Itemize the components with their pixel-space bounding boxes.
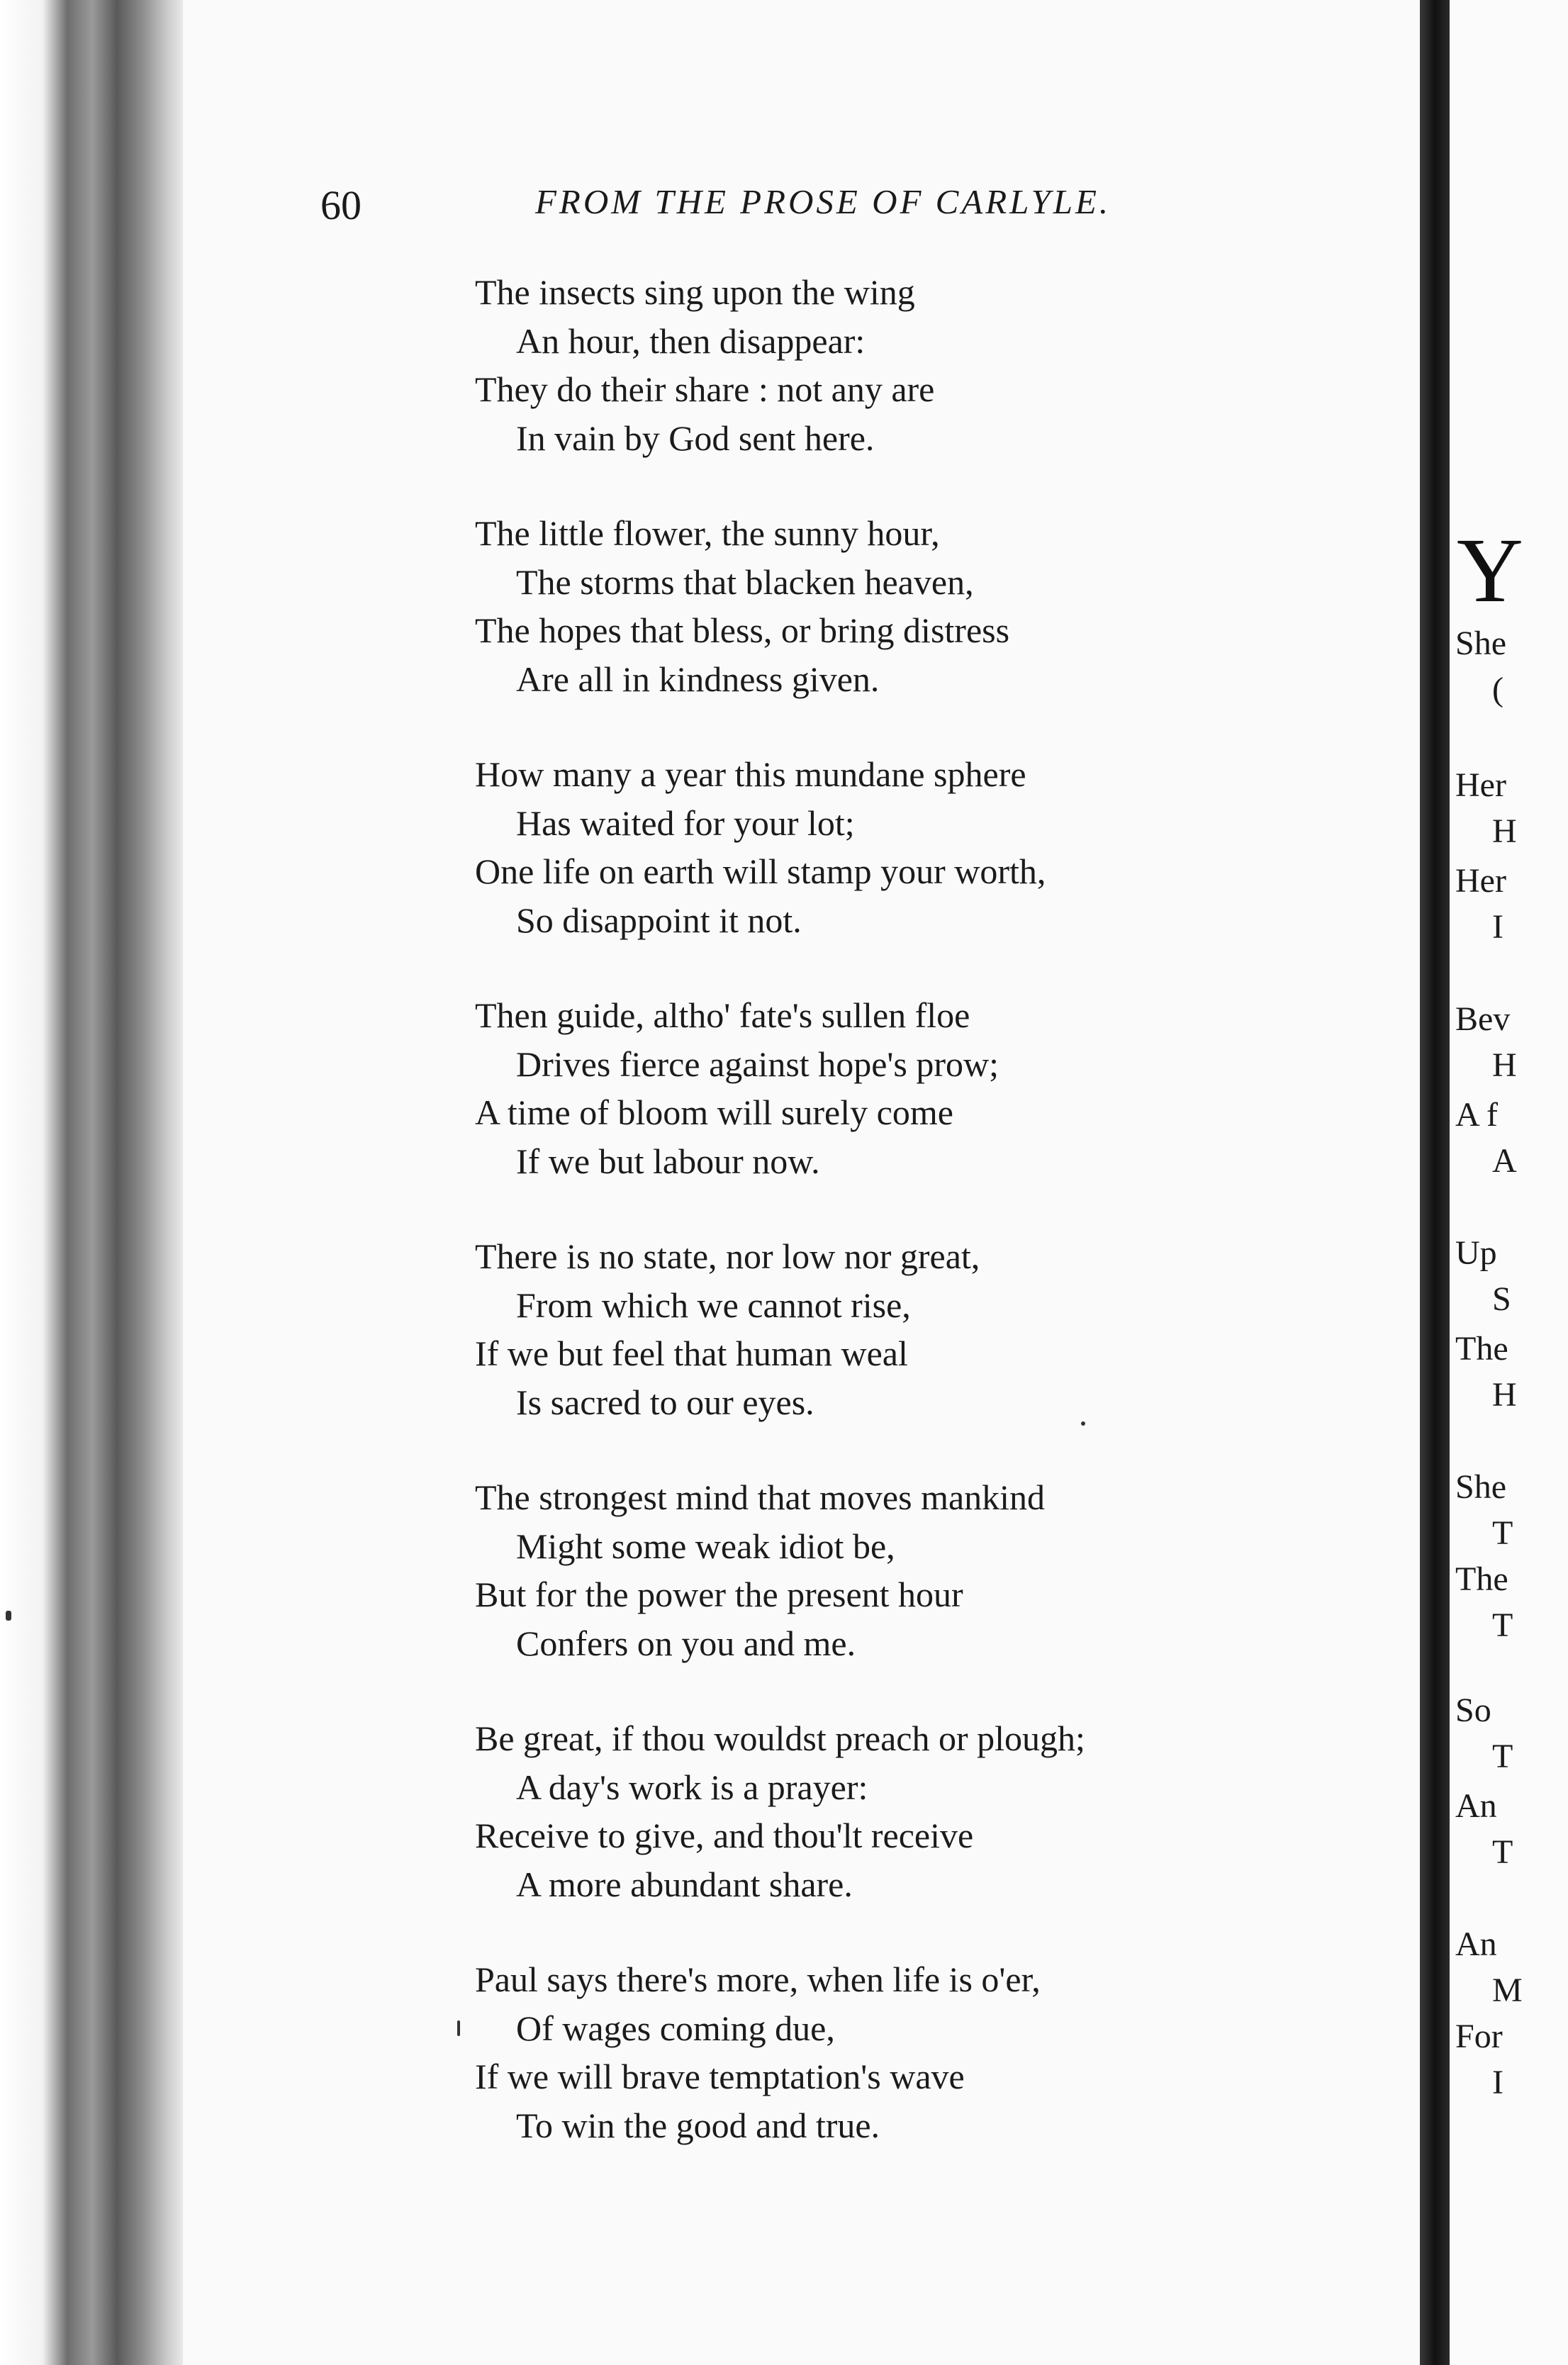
facing-page-fragment: Bev: [1455, 1000, 1511, 1038]
poem-line: How many a year this mundane sphere: [475, 754, 1026, 794]
poem-line: Is sacred to our eyes.: [516, 1382, 814, 1422]
poem: [475, 268, 1396, 2196]
stanza-8: [475, 1955, 1396, 2149]
scan-speck: [457, 2020, 460, 2036]
facing-page-fragment: An: [1455, 1925, 1497, 1963]
poem-line: A day's work is a prayer:: [516, 1767, 868, 1807]
facing-page-fragment: M: [1492, 1972, 1523, 2009]
facing-page-fragment: A: [1492, 1142, 1517, 1180]
facing-page-fragment: She: [1455, 625, 1506, 662]
poem-line: A more abundant share.: [516, 1864, 853, 1904]
scan-speck: [1081, 1421, 1085, 1426]
poem-line: Has waited for your lot;: [516, 803, 855, 843]
facing-page-fragment: Her: [1455, 766, 1506, 804]
poem-line: From which we cannot rise,: [516, 1285, 911, 1325]
facing-page-fragment: (: [1492, 671, 1503, 708]
facing-page-fragment: T: [1492, 1606, 1513, 1644]
poem-line: They do their share : not any are: [475, 369, 935, 409]
facing-page-fragment: T: [1492, 1514, 1513, 1552]
stanza-3: [475, 750, 1396, 944]
facing-page-fragment: The: [1455, 1330, 1508, 1368]
running-head: FROM THE PROSE OF CARLYLE.: [535, 182, 1111, 221]
facing-page-edge: [1450, 0, 1568, 2365]
poem-line: Of wages coming due,: [516, 2008, 835, 2048]
page-gutter: [1420, 0, 1450, 2365]
facing-page-fragment: The: [1455, 1560, 1508, 1598]
stanza-4: [475, 991, 1396, 1185]
poem-line: To win the good and true.: [516, 2105, 880, 2145]
poem-line: Confers on you and me.: [516, 1623, 856, 1663]
poem-line: If we but feel that human weal: [475, 1334, 908, 1373]
stanza-7: [475, 1714, 1396, 1908]
book-spine-edge: [0, 0, 184, 2365]
facing-page-fragment: I: [1492, 908, 1503, 946]
scan-speck: [6, 1611, 11, 1621]
poem-line: Be great, if thou wouldst preach or plough;: [475, 1718, 1085, 1758]
stanza-6: [475, 1473, 1396, 1667]
stanza-2: [475, 509, 1396, 703]
poem-line: An hour, then disappear:: [516, 320, 866, 361]
page-number: 60: [320, 182, 362, 228]
poem-line: The storms that blacken heaven,: [516, 561, 974, 602]
facing-page-fragment: For: [1455, 2018, 1503, 2055]
facing-page-fragment: H: [1492, 812, 1517, 850]
poem-line: Drives fierce against hope's prow;: [516, 1044, 999, 1084]
poem-line: So disappoint it not.: [516, 900, 802, 940]
poem-line: The little flower, the sunny hour,: [475, 513, 940, 553]
facing-page-fragment: So: [1455, 1692, 1491, 1729]
facing-page-fragment: Her: [1455, 862, 1506, 900]
poem-line: The insects sing upon the wing: [475, 272, 915, 312]
poem-line: Are all in kindness given.: [516, 659, 880, 699]
facing-page-fragment: T: [1492, 1738, 1513, 1775]
facing-page-fragment: A f: [1455, 1096, 1498, 1134]
poem-line: Receive to give, and thou'lt receive: [475, 1816, 974, 1855]
facing-page-fragment: I: [1492, 2064, 1503, 2101]
facing-page-fragment: She: [1455, 1468, 1506, 1506]
facing-page-fragment: An: [1455, 1787, 1497, 1825]
stanza-1: [475, 268, 1396, 462]
facing-page-fragment: Up: [1455, 1234, 1497, 1272]
poem-line: If we but labour now.: [516, 1141, 820, 1181]
poem-line: But for the power the present hour: [475, 1575, 963, 1614]
poem-line: Might some weak idiot be,: [516, 1526, 895, 1566]
poem-line: One life on earth will stamp your worth,: [475, 851, 1046, 891]
facing-page-fragment: H: [1492, 1046, 1517, 1084]
facing-page-fragment: S: [1492, 1280, 1511, 1318]
poem-line: The hopes that bless, or bring distress: [475, 610, 1010, 650]
poem-line: The strongest mind that moves mankind: [475, 1477, 1046, 1517]
poem-line: There is no state, nor low nor great,: [475, 1236, 980, 1276]
poem-line: Paul says there's more, when life is o'er,: [475, 1959, 1041, 1999]
poem-line: In vain by God sent here.: [516, 418, 875, 458]
poem-line: A time of bloom will surely come: [475, 1092, 953, 1132]
facing-page-initial: Y: [1457, 520, 1523, 622]
facing-page-fragment: H: [1492, 1376, 1517, 1414]
poem-line: If we will brave temptation's wave: [475, 2057, 965, 2096]
poem-line: Then guide, altho' fate's sullen floe: [475, 995, 970, 1035]
stanza-5: [475, 1232, 1396, 1426]
facing-page-fragment: T: [1492, 1833, 1513, 1871]
